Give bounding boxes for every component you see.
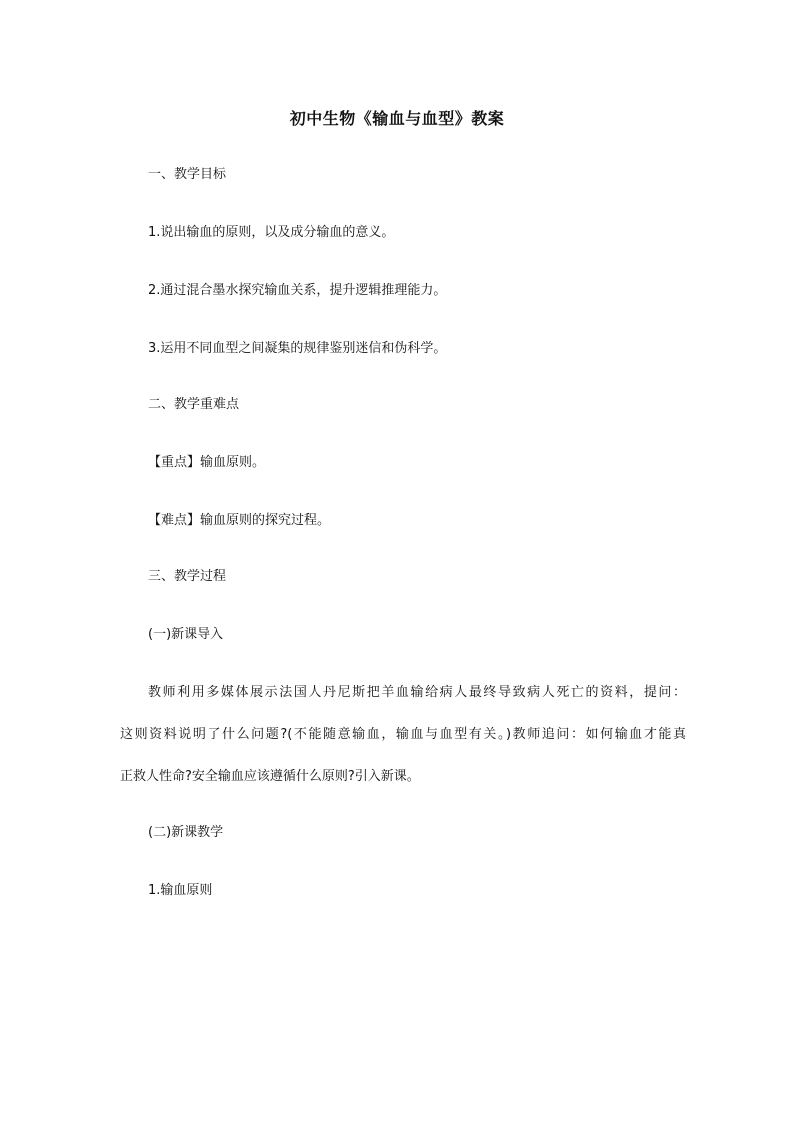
document-title: 初中生物《输血与血型》教案 — [289, 109, 505, 128]
goal-item-2: 2.通过混合墨水探究输血关系，提升逻辑推理能力。 — [148, 283, 447, 298]
subsection-transfusion-principle: 1.输血原则 — [148, 883, 213, 898]
goal-item-1: 1.说出输血的原则，以及成分输血的意义。 — [148, 225, 395, 240]
paragraph-line-1: 教师利用多媒体展示法国人丹尼斯把羊血输给病人最终导致病人死亡的资料，提问： — [148, 685, 686, 700]
subsection-new-lesson: (二)新课教学 — [148, 825, 224, 840]
paragraph-line-2: 这则资料说明了什么问题?(不能随意输血，输血与血型有关。)教师追问：如何输血才能真 — [120, 727, 686, 742]
goal-item-3: 3.运用不同血型之间凝集的规律鉴别迷信和伪科学。 — [148, 341, 447, 356]
paragraph-line-3: 正救人性命?安全输血应该遵循什么原则?引入新课。 — [120, 769, 420, 784]
subsection-introduction: (一)新课导入 — [148, 627, 224, 642]
section-heading-teaching-process: 三、教学过程 — [148, 569, 227, 584]
section-heading-teaching-goals: 一、教学目标 — [148, 167, 227, 182]
difficult-point: 【难点】输血原则的探究过程。 — [148, 513, 331, 528]
key-point: 【重点】输血原则。 — [148, 455, 266, 470]
section-heading-key-points: 二、教学重难点 — [148, 397, 240, 412]
